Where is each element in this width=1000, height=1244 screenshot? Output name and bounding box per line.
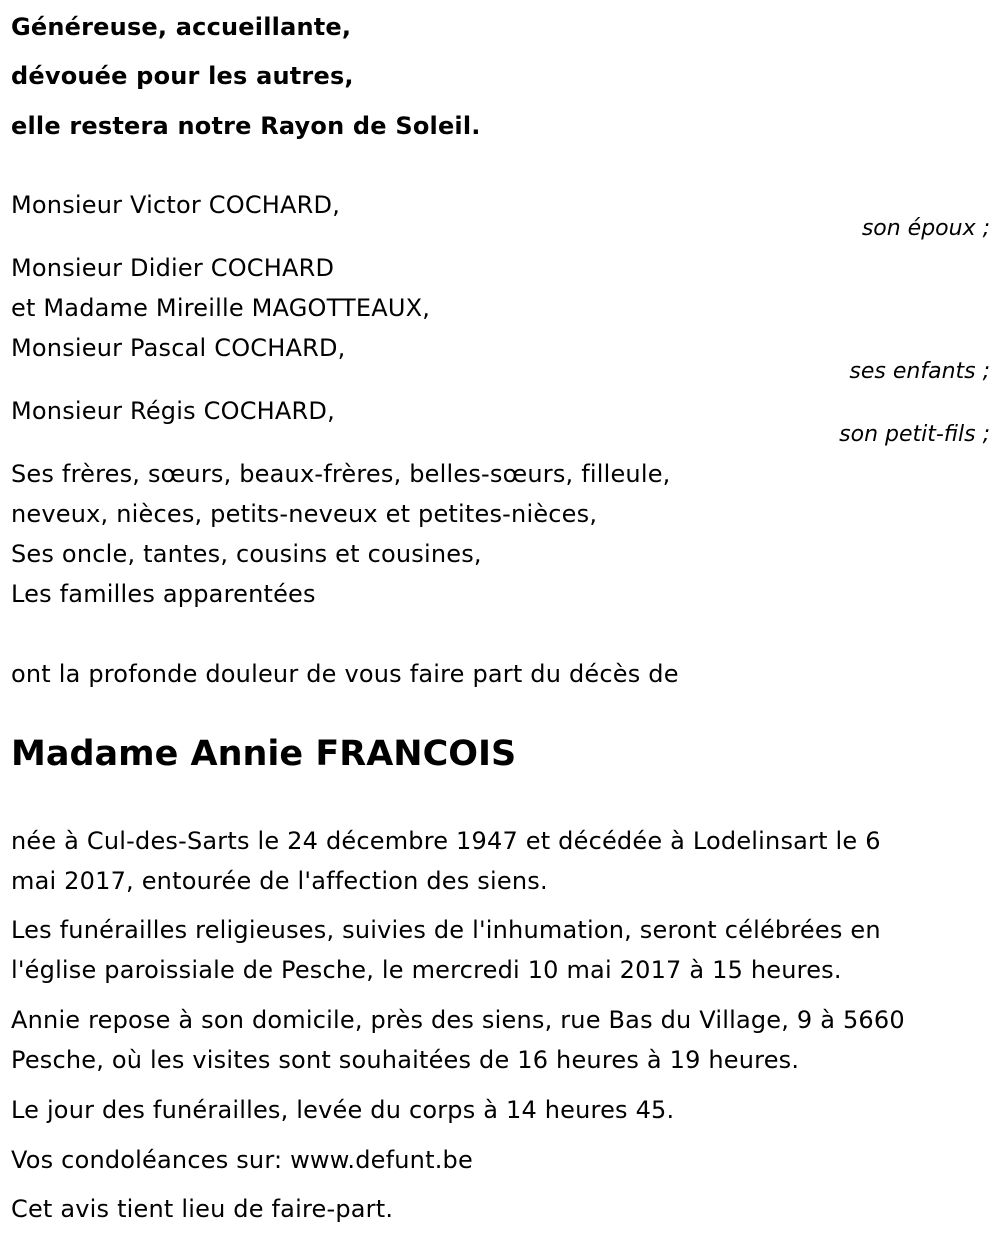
children-role: ses enfants ; — [849, 359, 990, 384]
announcement-text: ont la profonde douleur de vous faire part du décès de — [11, 660, 679, 688]
detail-line: Pesche, où les visites sont souhaitées de 16 heures à 19 heures. — [11, 1046, 800, 1074]
grandson-role: son petit-fils ; — [839, 422, 990, 447]
relatives-line: Les familles apparentées — [11, 580, 316, 608]
detail-line: mai 2017, entourée de l'affection des siens. — [11, 867, 548, 895]
detail-line: l'église paroissiale de Pesche, le mercredi 10 mai 2017 à 15 heures. — [11, 956, 842, 984]
spouse-role: son époux ; — [861, 216, 990, 241]
child-name: Monsieur Pascal COCHARD, — [11, 334, 346, 362]
motto-line: elle restera notre Rayon de Soleil. — [11, 112, 481, 140]
spouse-name: Monsieur Victor COCHARD, — [11, 191, 341, 219]
relatives-line: Ses frères, sœurs, beaux-frères, belles-sœurs, filleule, — [11, 460, 671, 488]
detail-line: Annie repose à son domicile, près des siens, rue Bas du Village, 9 à 5660 — [11, 1006, 905, 1034]
grandson-name: Monsieur Régis COCHARD, — [11, 397, 335, 425]
detail-line: Cet avis tient lieu de faire-part. — [11, 1195, 394, 1223]
child-name: et Madame Mireille MAGOTTEAUX, — [11, 294, 431, 322]
motto-line: Généreuse, accueillante, — [11, 13, 352, 41]
child-name: Monsieur Didier COCHARD — [11, 254, 335, 282]
detail-line: Les funérailles religieuses, suivies de l'inhumation, seront célébrées en — [11, 916, 881, 944]
detail-line: Le jour des funérailles, levée du corps à 14 heures 45. — [11, 1096, 675, 1124]
relatives-line: Ses oncle, tantes, cousins et cousines, — [11, 540, 482, 568]
motto-line: dévouée pour les autres, — [11, 62, 354, 90]
detail-line: née à Cul-des-Sarts le 24 décembre 1947 et décédée à Lodelinsart le 6 — [11, 827, 881, 855]
condolences-line: Vos condoléances sur: www.defunt.be — [11, 1146, 473, 1174]
relatives-line: neveux, nièces, petits-neveux et petites-nièces, — [11, 500, 598, 528]
deceased-name: Madame Annie FRANCOIS — [11, 734, 517, 774]
